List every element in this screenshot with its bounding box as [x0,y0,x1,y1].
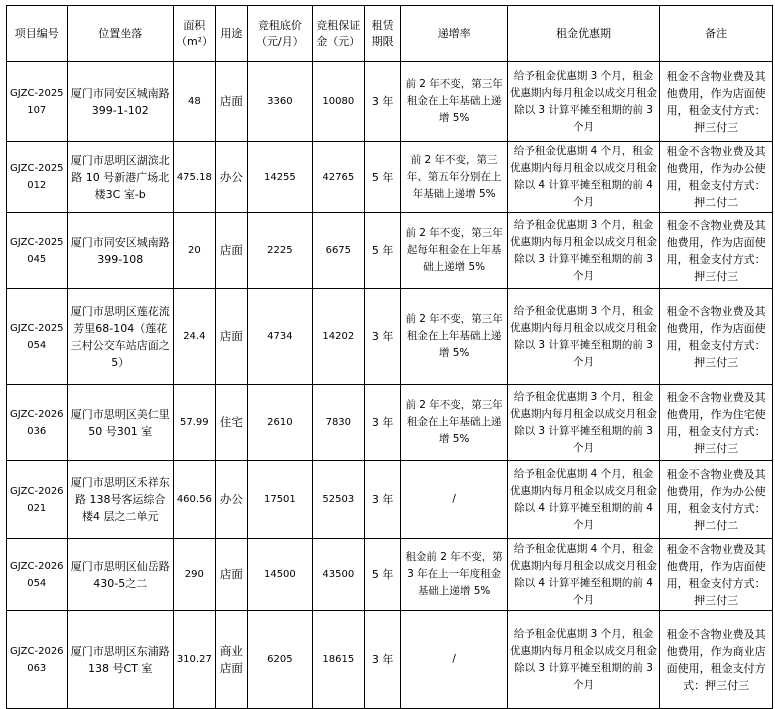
cell-escalation-rate: 前 2 年不变，第三年租金在上年基础上递增 5% [401,289,507,385]
cell-lease-term: 3 年 [364,385,401,461]
cell-rent-free-period: 给予租金优惠期 4 个月，租金优惠期内每月租金以成交月租金除以 4 计算平摊至租期的前 4 个月 [507,142,659,213]
cell-remarks: 租金不含物业费及其他费用，作为住宅使用，租金支付方式：押三付三 [660,385,773,461]
header-code: 项目编号 [7,6,68,62]
cell-project-code: GJZC-2026021 [7,461,68,539]
cell-lease-term: 3 年 [364,611,401,709]
cell-location: 厦门市同安区城南路399-1-102 [67,62,173,142]
cell-location: 厦门市思明区湖滨北路 10 号新港广场北楼3C 室-b [67,142,173,213]
cell-base-rent: 3360 [248,62,313,142]
cell-location: 厦门市思明区美仁里 50 号301 室 [67,385,173,461]
cell-area: 290 [173,539,215,611]
cell-deposit: 14202 [312,289,364,385]
header-row [7,6,773,62]
cell-escalation-rate: / [401,461,507,539]
cell-rent-free-period: 给予租金优惠期 3 个月，租金优惠期内每月租金以成交月租金除以 3 计算平摊至租期的前 3 个月 [507,611,659,709]
cell-area: 475.18 [173,142,215,213]
cell-area: 460.56 [173,461,215,539]
cell-base-rent: 4734 [248,289,313,385]
table-row [7,213,773,289]
cell-lease-term: 5 年 [364,539,401,611]
cell-area: 24.4 [173,289,215,385]
cell-lease-term: 3 年 [364,289,401,385]
cell-remarks: 租金不含物业费及其他费用，作为店面使用，租金支付方式：押三付三 [660,62,773,142]
cell-use-type: 店面 [215,62,247,142]
cell-use-type: 店面 [215,289,247,385]
table-row [7,611,773,709]
cell-base-rent: 6205 [248,611,313,709]
table-row [7,539,773,611]
cell-rent-free-period: 给予租金优惠期 3 个月，租金优惠期内每月租金以成交月租金除以 3 计算平摊至租期的前 3 个月 [507,213,659,289]
header-location: 位置坐落 [67,6,173,62]
cell-project-code: GJZC-2025045 [7,213,68,289]
cell-rent-free-period: 给予租金优惠期 4 个月，租金优惠期内每月租金以成交月租金除以 4 计算平摊至租期的前 4 个月 [507,539,659,611]
table-row [7,385,773,461]
table-row [7,62,773,142]
cell-lease-term: 3 年 [364,461,401,539]
cell-base-rent: 14500 [248,539,313,611]
lease-listing-table [6,5,773,709]
cell-base-rent: 14255 [248,142,313,213]
cell-project-code: GJZC-2026036 [7,385,68,461]
cell-project-code: GJZC-2025054 [7,289,68,385]
cell-deposit: 10080 [312,62,364,142]
cell-base-rent: 17501 [248,461,313,539]
cell-rent-free-period: 给予租金优惠期 3 个月，租金优惠期内每月租金以成交月租金除以 3 计算平摊至租期的前 3 个月 [507,385,659,461]
cell-area: 310.27 [173,611,215,709]
cell-project-code: GJZC-2026063 [7,611,68,709]
cell-lease-term: 3 年 [364,62,401,142]
cell-remarks: 租金不含物业费及其他费用，作为办公使用，租金支付方式：押二付二 [660,461,773,539]
cell-deposit: 6675 [312,213,364,289]
header-free-period: 租金优惠期 [507,6,659,62]
header-term: 租赁期限 [364,6,401,62]
cell-rent-free-period: 给予租金优惠期 3 个月，租金优惠期内每月租金以成交月租金除以 3 计算平摊至租期的前 3 个月 [507,289,659,385]
cell-remarks: 租金不含物业费及其他费用，作为店面使用，租金支付方式：押三付三 [660,539,773,611]
cell-use-type: 办公 [215,142,247,213]
cell-deposit: 52503 [312,461,364,539]
cell-deposit: 7830 [312,385,364,461]
header-base-rent: 竞租底价（元/月） [248,6,313,62]
cell-location: 厦门市思明区莲花流芳里68-104（莲花三村公交车站店面之 5） [67,289,173,385]
cell-use-type: 办公 [215,461,247,539]
cell-lease-term: 5 年 [364,142,401,213]
cell-use-type: 店面 [215,539,247,611]
header-use: 用途 [215,6,247,62]
cell-area: 57.99 [173,385,215,461]
cell-escalation-rate: 前 2 年不变，第三年租金在上年基础上递增 5% [401,62,507,142]
cell-location: 厦门市思明区禾祥东路 138号客运综合楼4 层之二单元 [67,461,173,539]
cell-remarks: 租金不含物业费及其他费用，作为办公使用，租金支付方式：押二付二 [660,142,773,213]
cell-remarks: 租金不含物业费及其他费用，作为店面使用，租金支付方式：押三付三 [660,289,773,385]
cell-project-code: GJZC-2025012 [7,142,68,213]
cell-lease-term: 5 年 [364,213,401,289]
cell-project-code: GJZC-2026054 [7,539,68,611]
table-row [7,142,773,213]
cell-use-type: 店面 [215,213,247,289]
cell-remarks: 租金不含物业费及其他费用，作为店面使用，租金支付方式：押三付三 [660,213,773,289]
header-escalation: 递增率 [401,6,507,62]
cell-rent-free-period: 给予租金优惠期 4 个月，租金优惠期内每月租金以成交月租金除以 4 计算平摊至租期的前 4 个月 [507,461,659,539]
table-row [7,461,773,539]
cell-escalation-rate: 租金前 2 年不变，第 3 年在上一年度租金基础上递增 5% [401,539,507,611]
cell-project-code: GJZC-2025107 [7,62,68,142]
cell-escalation-rate: 前 2 年不变，第三年租金在上年基础上递增 5% [401,385,507,461]
cell-area: 20 [173,213,215,289]
cell-location: 厦门市思明区东浦路 138 号CT 室 [67,611,173,709]
cell-escalation-rate: / [401,611,507,709]
cell-deposit: 43500 [312,539,364,611]
cell-base-rent: 2610 [248,385,313,461]
cell-location: 厦门市思明区仙岳路 430-5之二 [67,539,173,611]
cell-deposit: 18615 [312,611,364,709]
cell-location: 厦门市同安区城南路399-108 [67,213,173,289]
cell-remarks: 租金不含物业费及其他费用，作为商业店面使用，租金支付方式：押三付三 [660,611,773,709]
header-deposit: 竞租保证金（元） [312,6,364,62]
cell-use-type: 住宅 [215,385,247,461]
cell-rent-free-period: 给予租金优惠期 3 个月，租金优惠期内每月租金以成交月租金除以 3 计算平摊至租期的前 3 个月 [507,62,659,142]
cell-escalation-rate: 前 2 年不变，第三年起每年租金在上年基础上递增 5% [401,213,507,289]
cell-use-type: 商业店面 [215,611,247,709]
cell-escalation-rate: 前 2 年不变，第三年、第五年分别在上年基础上递增 5% [401,142,507,213]
header-remarks: 备注 [660,6,773,62]
cell-deposit: 42765 [312,142,364,213]
cell-area: 48 [173,62,215,142]
header-area: 面积（m²） [173,6,215,62]
cell-base-rent: 2225 [248,213,313,289]
table-row [7,289,773,385]
